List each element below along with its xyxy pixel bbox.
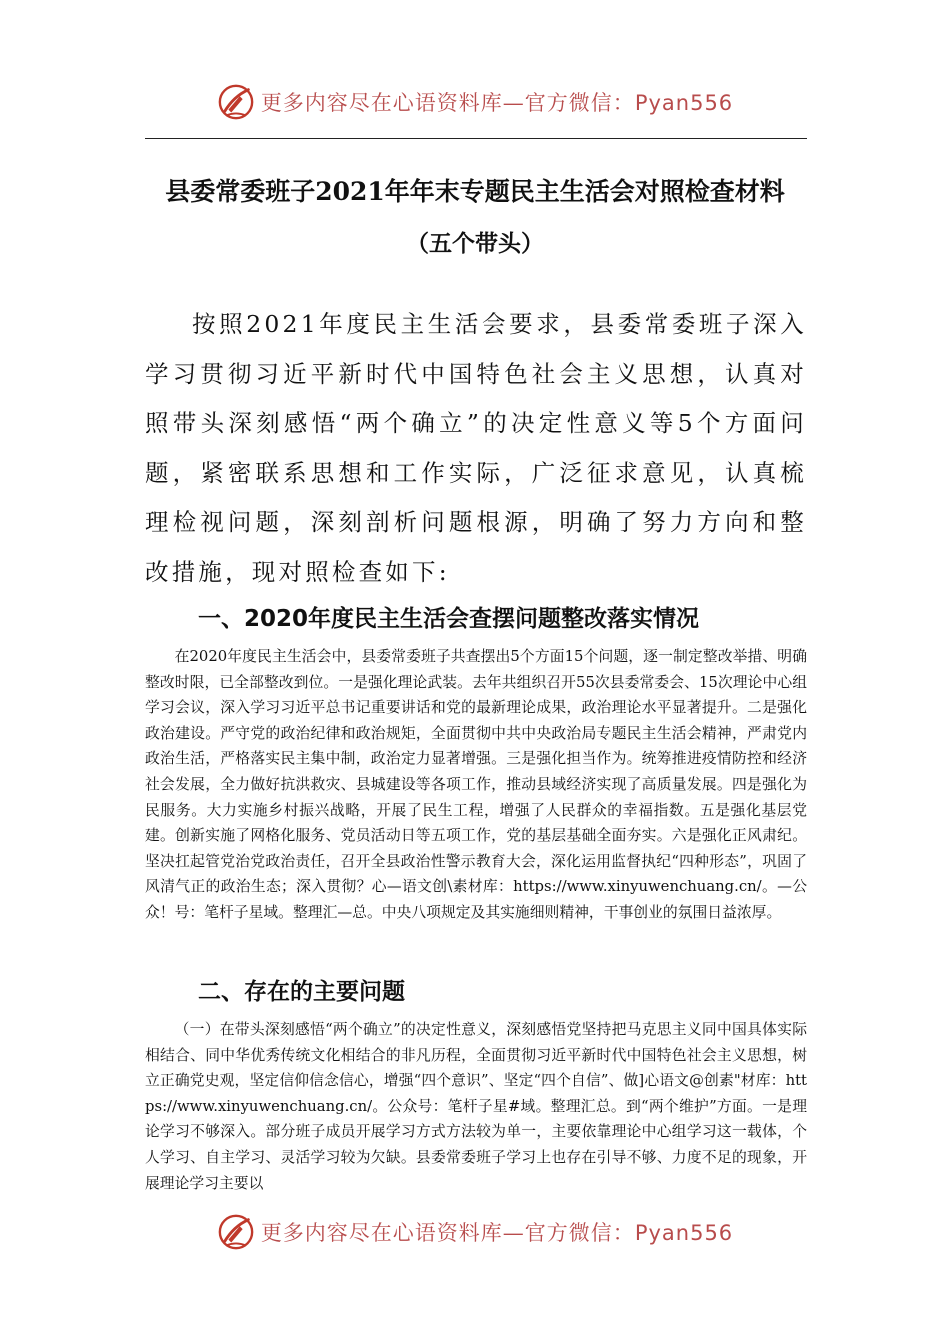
pen-logo-icon [217,1213,255,1251]
section-1-heading: 一、2020年度民主生活会查摆问题整改落实情况 [198,606,700,632]
header-divider [145,138,807,139]
section-1-body: 在2020年度民主生活会中，县委常委班子共查摆出5个方面15个问题，逐一制定整改举措、明确整改时限，已全部整改到位。一是强化理论武装。去年共组织召开55次县委常委会、15次理论中心组学习会议，深入学习习近平总书记重要讲话和党的最新理论成果，政治理论水平显著提升。二是强化政治建设。严守党的政治纪律和政治规矩，全面贯彻中共中央政治局专题民主生活会精神，严肃党内政治生活，严格落实民主集中制，政治定力显著增强。三是强化担当作为。统筹推进疫情防控和经济社会发展，全力做好抗洪救灾、县城建设等各项工作，推动县域经济实现了高质量发展。四是强化为民服务。大力实施乡村振兴战略，开展了民生工程，增强了人民群众的幸福指数。五是强化基层党建。创新实施了网格化服务、党员活动日等五项工作，党的基层基础全面夯实。六是强化正风肃纪。坚决扛起管党治党政治责任，召开全县政治性警示教育大会，深化运用监督执纪“四种形态”，巩固了风清气正的政治生态；深入贯彻？心—语文创\素材库：https://www.xinyuwenchuang.cn/。—公众！号：笔杆子星域。整理汇—总。中央八项规定及其实施细则精神，干事创业的氛围日益浓厚。 [145,648,807,921]
intro-paragraph: 按照2021年度民主生活会要求，县委常委班子深入学习贯彻习近平新时代中国特色社会主义思想，认真对照带头深刻感悟“两个确立”的决定性意义等5个方面问题，紧密联系思想和工作实际，广泛征求意见，认真梳理检视问题，深刻剖析问题根源，明确了努力方向和整改措施，现对照检查如下: [145,310,807,586]
banner-text: 更多内容尽在心语资料库—官方微信：Pyan556 [260,91,734,115]
pen-logo-icon [217,83,255,121]
document-title: 县委常委班子2021年年末专题民主生活会对照检查材料 [165,177,785,206]
header-banner [0,82,950,122]
banner-text: 更多内容尽在心语资料库—官方微信：Pyan556 [260,1221,734,1245]
document-subtitle: （五个带头） [406,230,544,257]
section-2-body: （一）在带头深刻感悟“两个确立”的决定性意义，深刻感悟党坚持把马克思主义同中国具体实际相结合、同中华优秀传统文化相结合的非凡历程，全面贯彻习近平新时代中国特色社会主义思想，树立正确党史观，坚定信仰信念信心，增强“四个意识”、坚定“四个自信”、做]心语文@创素"材库：https://www.xinyuwenchuang.cn/。公众号：笔杆子星#域。整理汇总。到“两个维护”方面。一是理论学习不够深入。部分班子成员开展学习方式方法较为单一，主要依靠理论中心组学习这一载体，个人学习、自主学习、灵活学习较为欠缺。县委常委班子学习上也存在引导不够、力度不足的现象，开展理论学习主要以 [145,1021,807,1192]
footer-banner [0,1212,950,1252]
section-2-heading: 二、存在的主要问题 [198,979,405,1005]
